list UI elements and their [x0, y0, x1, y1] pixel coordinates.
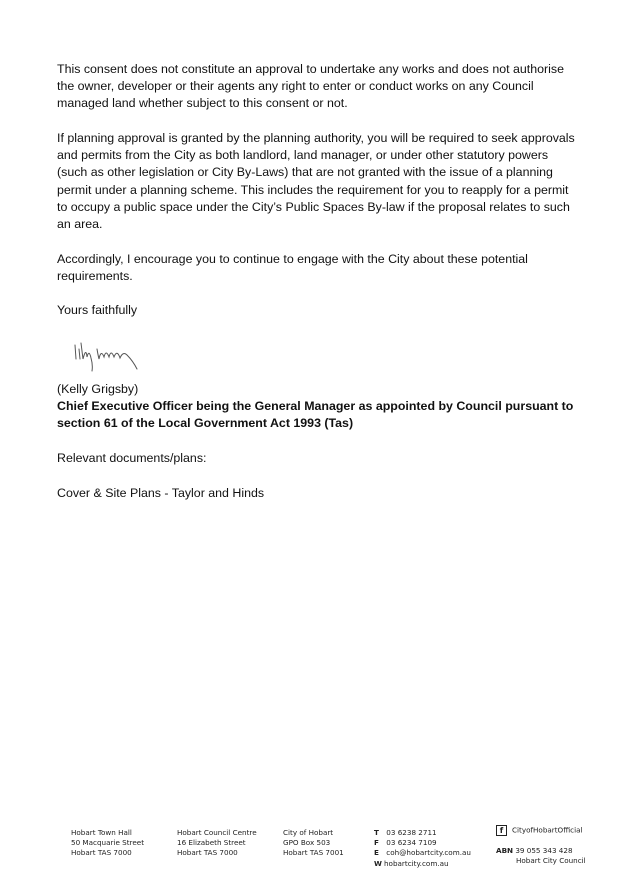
documents-label: Relevant documents/plans: [57, 451, 207, 465]
address-po-box: City of Hobart GPO Box 503 Hobart TAS 7001 [283, 828, 344, 858]
website-link[interactable]: W hobartcity.com.au [374, 858, 449, 868]
contact-details [374, 828, 471, 869]
email-link[interactable]: E coh@hobartcity.com.au [374, 848, 471, 858]
signature [57, 335, 577, 379]
signatory-title: Chief Executive Officer being the General Manager as appointed by Council pursuant to section 61 of the Local Government Act 1993 (Tas) [57, 399, 574, 431]
paragraph-consent: This consent does not constitute an approval to undertake any works and does not authorise the owner, developer or their agents any right to enter or conduct works on any Council managed land whether subject to this consent or not. [57, 62, 564, 111]
facebook-icon: f [496, 825, 507, 836]
footer [71, 825, 601, 872]
phone: T 03 6238 2711 [374, 828, 437, 837]
paragraph-approvals: If planning approval is granted by the planning authority, you will be required to seek approvals and permits from the City as both landlord, land manager, or under other statutory powers (such as other legislation or City By-Laws) that are not granted with the issue of a planning permit under a planning scheme. This includes the requirement for you to reapply for a permit to occupy a public space under the City’s Public Spaces By-law if the proposal relates to such an area. [57, 131, 575, 232]
signature-icon [71, 335, 181, 375]
social-and-abn [496, 825, 586, 866]
facebook-link[interactable]: f CityofHobartOfficial [496, 825, 586, 836]
closing: Yours faithfully [57, 303, 138, 318]
letter-body [57, 61, 577, 519]
address-town-hall: Hobart Town Hall 50 Macquarie Street Hobart TAS 7000 [71, 828, 145, 858]
document-item: Cover & Site Plans - Taylor and Hinds [57, 485, 265, 500]
paragraph-engage: Accordingly, I encourage you to continue to engage with the City about these potential requirements. [57, 251, 528, 283]
address-council-centre: Hobart Council Centre 16 Elizabeth Street Hobart TAS 7000 [177, 828, 257, 858]
signatory-name: (Kelly Grigsby) [57, 382, 139, 396]
abn-entity: Hobart City Council [516, 856, 586, 866]
abn: ABN 39 055 343 428 [496, 846, 573, 855]
fax: F 03 6234 7109 [374, 838, 437, 848]
